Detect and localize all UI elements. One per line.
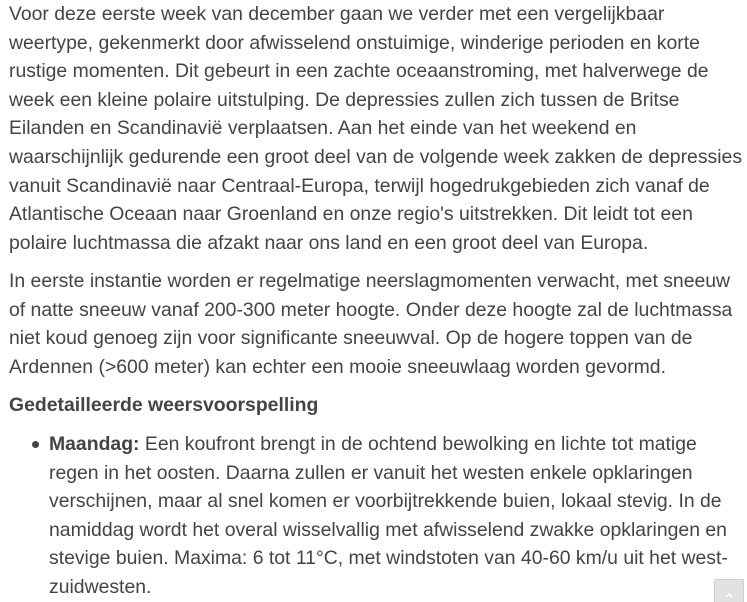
scroll-to-top-button[interactable]	[714, 579, 744, 602]
forecast-line: zuidwesten.	[49, 575, 152, 598]
intro-paragraph	[9, 0, 742, 257]
forecast-line: verschijnen, maar al snel komen er voorbijtrekkende buien, lokaal stevig. In de	[49, 490, 722, 513]
chevron-up-icon	[725, 592, 733, 598]
forecast-heading: Gedetailleerde weersvoorspelling	[9, 394, 319, 416]
paragraph-line: week een kleine polaire uitstulping. De depressies zullen zich tussen de Britse	[9, 88, 680, 111]
paragraph-line: Ardennen (>600 meter) kan echter een mooie sneeuwlaag worden gevormd.	[9, 355, 666, 378]
paragraph-line: weertype, gekenmerkt door afwisselend onstuimige, winderige perioden en korte	[9, 31, 700, 54]
paragraph-line: vanuit Scandinavië naar Centraal-Europa, terwijl hogedrukgebieden zich vanaf de	[9, 174, 710, 197]
paragraph-line: Atlantische Oceaan naar Groenland en onze regio's uitstrekken. Dit leidt tot een	[9, 203, 693, 226]
paragraph-line: polaire luchtmassa die afzakt naar ons land en een groot deel van Europa.	[9, 231, 649, 254]
forecast-line: regen in het oosten. Daarna zullen er vanuit het westen enkele opklaringen	[49, 461, 693, 484]
forecast-list	[9, 430, 728, 602]
paragraph-line: Voor deze eerste week van december gaan we verder met een vergelijkbaar	[9, 3, 665, 25]
paragraph-line: In eerste instantie worden er regelmatige neerslagmomenten verwacht, met sneeuw	[9, 270, 731, 292]
list-item	[9, 430, 728, 602]
paragraph-line: rustige momenten. Dit gebeurt in een zachte oceaanstroming, met halverwege de	[9, 60, 709, 83]
bullet-icon	[32, 441, 39, 448]
snow-paragraph	[9, 267, 732, 381]
forecast-first-line	[49, 430, 728, 459]
paragraph-line: waarschijnlijk gedurende een groot deel van de volgende week zakken de depressies	[9, 145, 743, 168]
day-label: Maandag:	[49, 433, 140, 455]
forecast-text: Een koufront brengt in de ochtend bewolking en lichte tot matige	[139, 433, 697, 455]
forecast-line: namiddag wordt het overal wisselvallig met afwisselend zwakke opklaringen en	[49, 518, 727, 541]
paragraph-line: niet koud genoeg zijn voor significante sneeuwval. Op de hogere toppen van de	[9, 327, 693, 350]
paragraph-line: Eilanden en Scandinavië verplaatsen. Aan het einde van het weekend en	[9, 117, 637, 140]
forecast-line: stevige buien. Maxima: 6 tot 11°C, met windstoten van 40-60 km/u uit het west-	[49, 547, 728, 570]
paragraph-line: of natte sneeuw vanaf 200-300 meter hoogte. Onder deze hoogte zal de luchtmassa	[9, 298, 733, 321]
